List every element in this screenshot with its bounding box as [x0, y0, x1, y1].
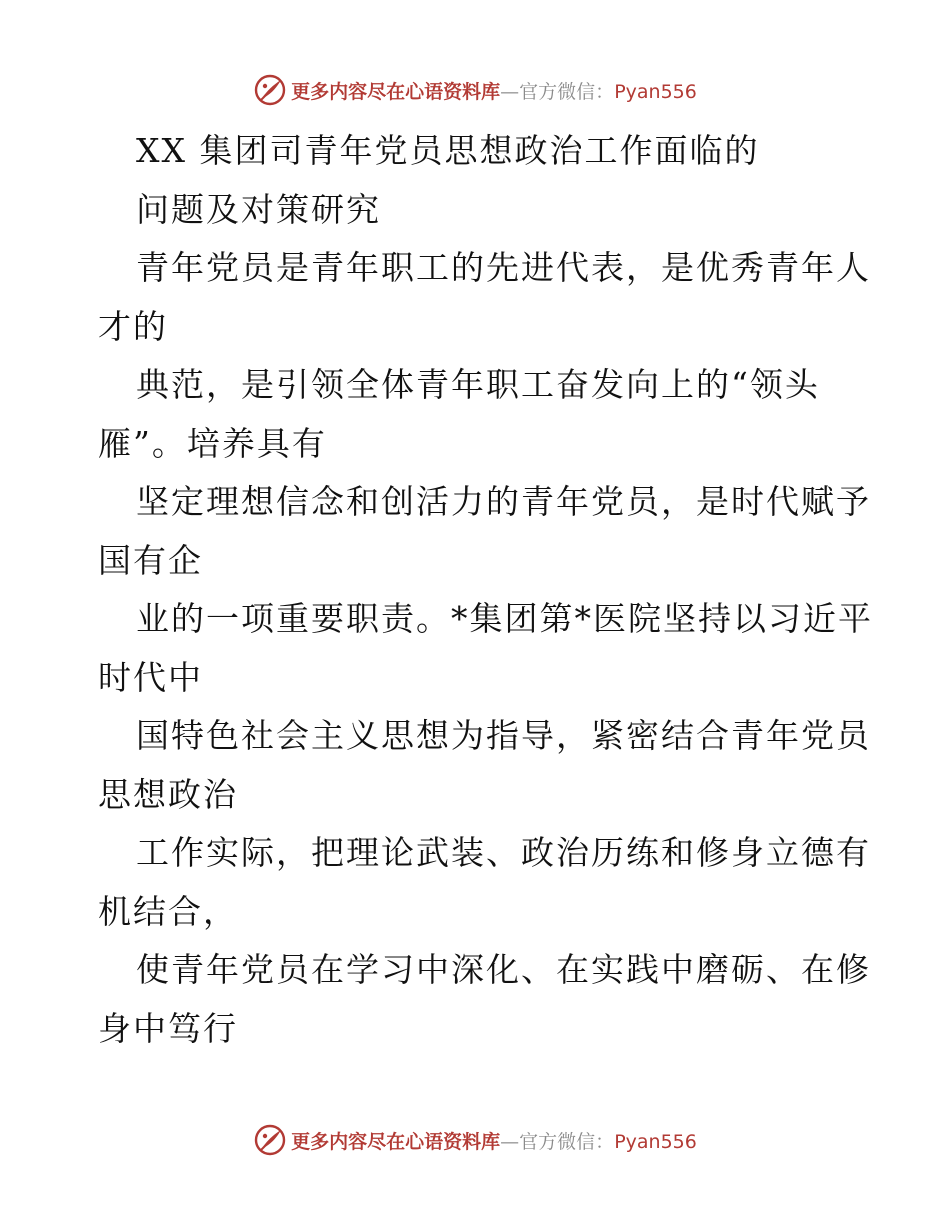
document-title-line-2: 问题及对策研究	[136, 189, 381, 229]
watermark-label: 官方微信：	[519, 1130, 615, 1153]
feather-pen-logo-icon	[253, 1123, 287, 1157]
feather-pen-logo-icon	[253, 73, 287, 107]
paragraph-line: 使青年党员在学习中深化、在实践中磨砺、在修	[136, 950, 871, 989]
watermark-brand: 更多内容尽在心语资料库	[291, 80, 501, 103]
paragraph-line: 工作实际，把理论武装、政治历练和修身立德有	[136, 833, 871, 872]
watermark-brand: 更多内容尽在心语资料库	[291, 1130, 501, 1153]
paragraph-line: 雁”。培养具有	[98, 423, 327, 463]
document-body	[98, 122, 873, 1058]
watermark-wechat-id: Pyan556	[614, 1130, 697, 1153]
watermark-label: 官方微信：	[519, 80, 615, 103]
paragraph-line: 机结合，	[98, 891, 238, 931]
footer-watermark	[0, 1120, 950, 1160]
paragraph-line: 国特色社会主义思想为指导，紧密结合青年党员	[136, 716, 871, 755]
watermark-text	[291, 1127, 697, 1154]
paragraph-line: 坚定理想信念和创活力的青年党员，是时代赋予	[136, 482, 871, 521]
paragraph-lines	[98, 239, 873, 1058]
watermark-text	[291, 77, 697, 104]
document-title-line-1: XX 集团司青年党员思想政治工作面临的	[136, 131, 760, 170]
paragraph-line: 典范，是引领全体青年职工奋发向上的“领头	[136, 365, 820, 404]
paragraph-line: 时代中	[98, 657, 203, 697]
paragraph-line: 身中笃行	[98, 1008, 238, 1048]
watermark-wechat-id: Pyan556	[614, 80, 697, 103]
header-watermark	[0, 70, 950, 110]
paragraph-line: 国有企	[98, 540, 203, 580]
watermark-separator: —	[500, 80, 520, 103]
paragraph-line: 思想政治	[98, 774, 238, 814]
watermark-separator: —	[500, 1130, 520, 1153]
paragraph-line: 青年党员是青年职工的先进代表，是优秀青年人	[136, 248, 871, 287]
paragraph-line: 业的一项重要职责。*集团第*医院坚持以习近平	[136, 599, 873, 638]
paragraph-line: 才的	[98, 306, 168, 346]
